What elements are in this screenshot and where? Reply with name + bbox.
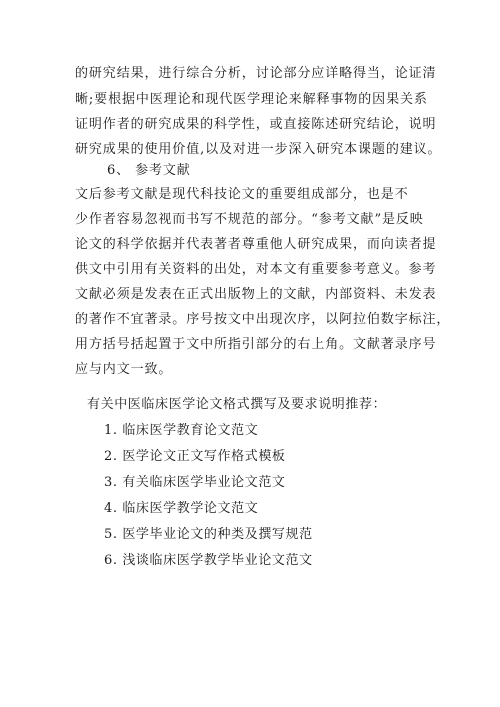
paragraph-line: 用方括号括起置于文中所指引部分的右上角。文献著录序号 [75, 337, 437, 352]
paragraph-line: 证明作者的研究成果的科学性，或直接陈述研究结论，说明 [75, 117, 437, 132]
recommend-link[interactable]: 3. 有关临床医学毕业论文范文 [104, 475, 286, 490]
paragraph-line: 供文中引用有关资料的出处，对本文有重要参考意义。参考 [75, 262, 437, 277]
paragraph-line: 论文的科学依据并代表著者尊重他人研究成果，而向读者提 [75, 237, 437, 252]
paragraph-line: 少作者容易忽视而书写不规范的部分。“参考文献”是反映 [75, 212, 424, 227]
paragraph-line: 晰;要根据中医理论和现代医学理论来解释事物的因果关系 [75, 92, 428, 107]
paragraph-line: 的研究结果，进行综合分析，讨论部分应详略得当，论证清 [75, 66, 437, 81]
paragraph-line: 文后参考文献是现代科技论文的重要组成部分，也是不 [75, 187, 409, 202]
recommend-link[interactable]: 4. 临床医学教学论文范文 [104, 501, 259, 516]
section-heading: 6、 参考文献 [107, 163, 191, 178]
recommend-link[interactable]: 5. 医学毕业论文的种类及撰写规范 [104, 527, 313, 542]
paragraph-line: 研究成果的使用价值,以及对进一步深入研究本课题的建议。 [75, 142, 442, 157]
recommend-link[interactable]: 2. 医学论文正文写作格式模板 [104, 449, 286, 464]
recommend-link[interactable]: 1. 临床医学教育论文范文 [104, 423, 259, 438]
recommend-title: 有关中医临床医学论文格式撰写及要求说明推荐： [87, 397, 387, 412]
paragraph-line: 应与内文一致。 [75, 362, 173, 377]
paragraph-line: 的著作不宜著录。序号按文中出现次序，以阿拉伯数字标注， [75, 312, 451, 327]
recommend-link[interactable]: 6. 浅谈临床医学教学毕业论文范文 [104, 553, 313, 568]
paragraph-line: 文献必须是发表在正式出版物上的文献，内部资料、未发表 [75, 287, 437, 302]
